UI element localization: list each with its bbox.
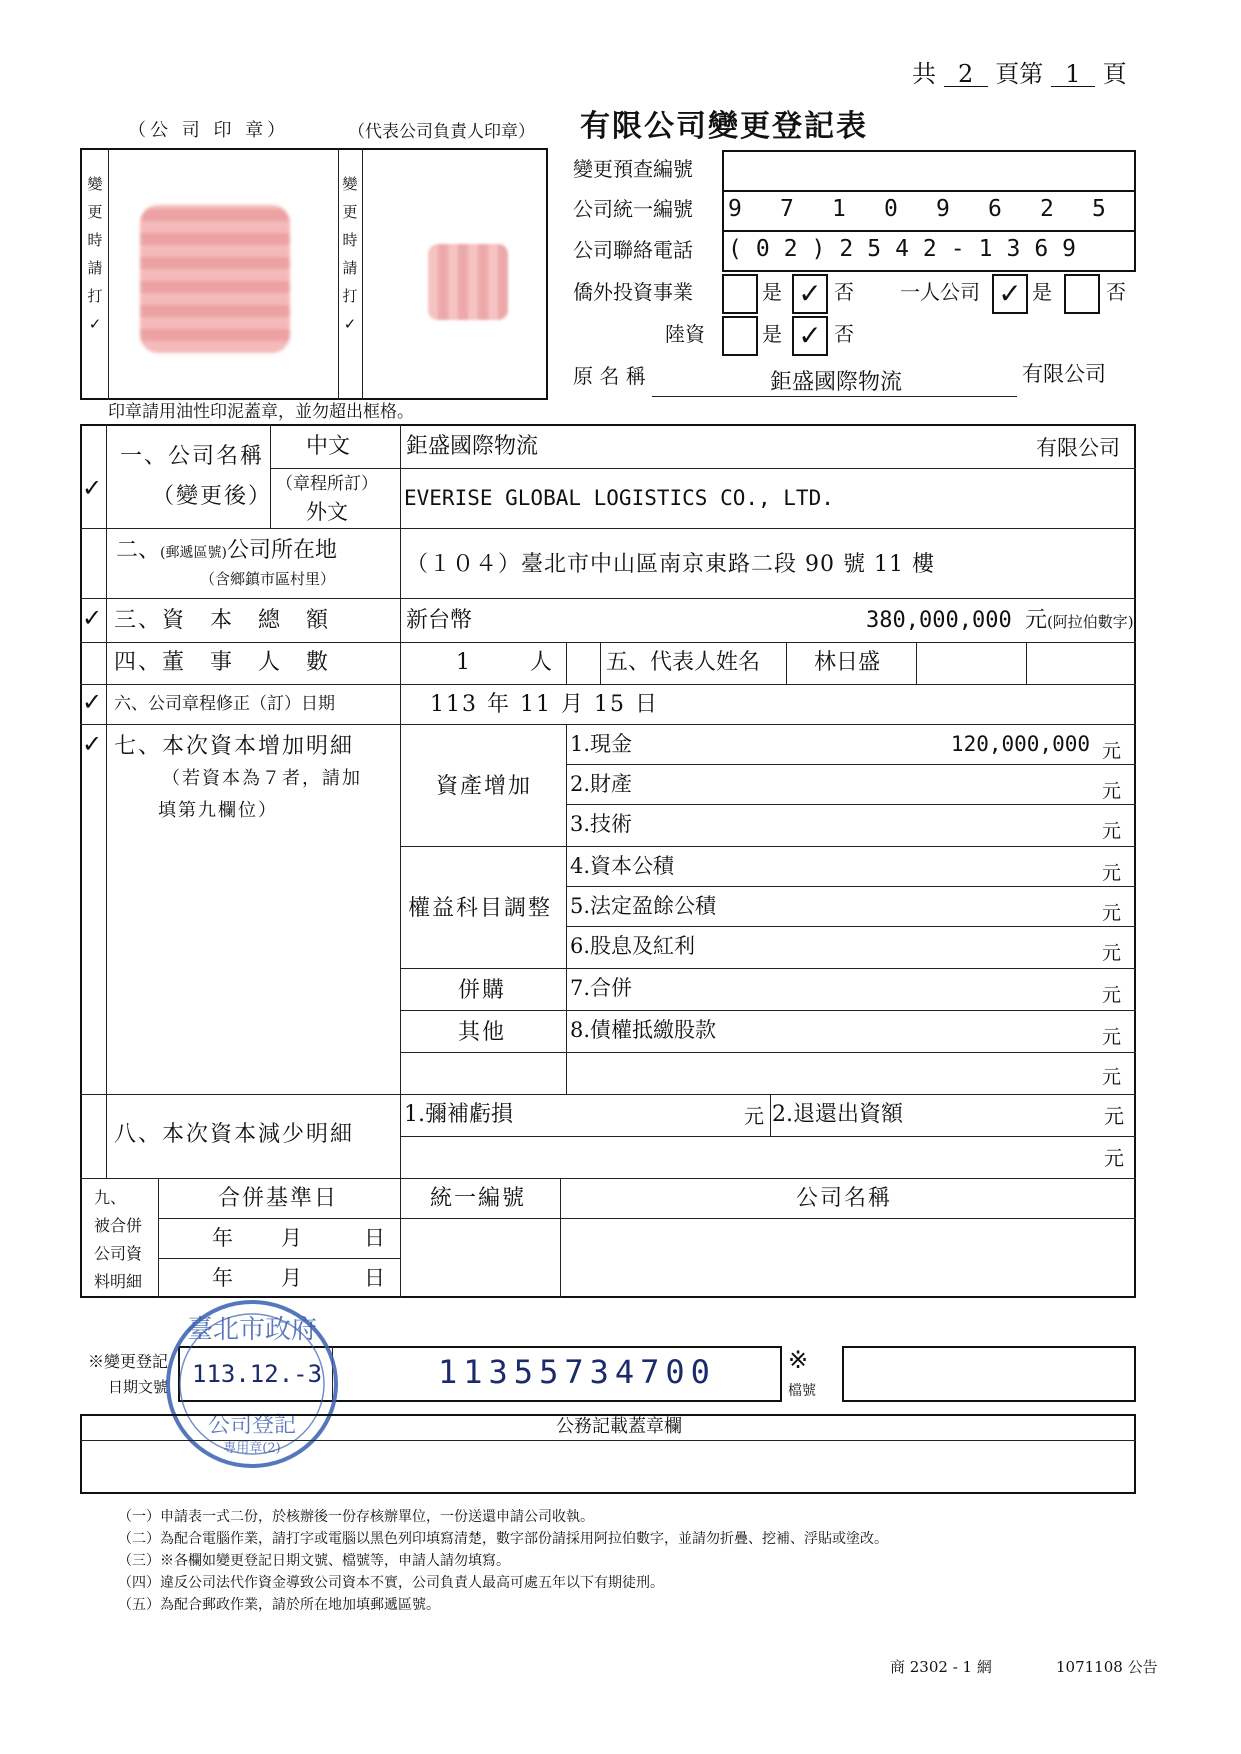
reg-number: 11355734700 (438, 1353, 716, 1391)
rep-label: 五、代表人姓名 (606, 650, 761, 675)
row8-bottom (80, 1178, 1136, 1179)
page-mid: 頁第 (995, 60, 1044, 88)
inc-item-unit: 元 (1102, 820, 1122, 842)
merge-col-1 (158, 1178, 159, 1298)
dir-unit: 人 (530, 650, 553, 675)
dir-count[interactable]: 1 (456, 650, 470, 675)
inc-item-label: 1.現金 (570, 732, 633, 756)
file-box[interactable] (842, 1346, 1136, 1402)
file-mark: ※ (788, 1346, 809, 1374)
note-item: （一）申請表一式二份，於核辦後一份存核辦單位，一份送還申請公司收執。 (118, 1509, 594, 1525)
original-name-underline (652, 396, 1017, 397)
mainland-yes-checkbox[interactable] (722, 316, 758, 356)
amend-label: 六、公司章程修正（訂）日期 (114, 694, 335, 714)
inc-item-unit: 元 (1102, 780, 1122, 802)
inc-item-label: 8.債權抵繳股款 (570, 1018, 717, 1042)
inc-line-3 (400, 846, 1136, 847)
rep-name[interactable]: 林日盛 (814, 650, 881, 675)
inc-line-2 (566, 804, 1136, 805)
one-person-label: 一人公司 (900, 280, 980, 304)
seal-change-note-2: 變 更 時 請 打 ✓ (342, 175, 358, 333)
dec-item-2: 2.退還出資額 (772, 1102, 903, 1127)
note-item: （二）為配合電腦作業，請打字或電腦以黑色列印填寫清楚，數字部份請採用阿拉伯數字，並請勿折疊、挖補、浮貼或塗改。 (118, 1531, 888, 1547)
company-seal-label: （公 司 印 章） (128, 120, 290, 141)
merge-line-1 (158, 1218, 1136, 1219)
name-zh-value[interactable]: 鉅盛國際物流 (406, 434, 539, 459)
inc-item-label: 4.資本公積 (570, 854, 675, 878)
dec-item-1: 1.彌補虧損 (404, 1102, 513, 1127)
mainland-no-label: 否 (834, 322, 854, 346)
merge-col-2 (400, 1178, 401, 1298)
cap-currency: 新台幣 (406, 608, 473, 633)
dir-line-2 (600, 642, 601, 684)
merge-line-2 (158, 1258, 400, 1259)
seal-divider-2 (338, 148, 339, 400)
one-person-yes-label: 是 (1032, 280, 1052, 304)
form-date: 1071108 公告 (1056, 1658, 1158, 1676)
inc-item-amount[interactable]: 120,000,000 (950, 732, 1090, 756)
inc-item-unit: 元 (1102, 902, 1122, 924)
amend-check: ✓ (82, 688, 103, 716)
inc-note-1: （若資本為７者，請加 (162, 768, 362, 789)
original-name-suffix: 有限公司 (1022, 362, 1106, 386)
inc-item-label: 3.技術 (570, 812, 633, 836)
form-title: 有限公司變更登記表 (580, 109, 868, 144)
name-row-mid-line (270, 468, 1136, 469)
merge-date-2[interactable]: 年 月 日 (212, 1266, 385, 1290)
dir-line-5 (1026, 642, 1027, 684)
one-person-yes-checkbox[interactable]: ✓ (992, 274, 1028, 314)
name-en-value[interactable]: EVERISE GLOBAL LOGISTICS CO., LTD. (404, 486, 834, 510)
inc-group-merger: 併購 (458, 978, 507, 1003)
name-sub-label: （變更後） (152, 484, 273, 509)
dec-item-2-unit: 元 (1104, 1104, 1124, 1128)
row4-bottom (80, 684, 1136, 685)
inc-item-unit: 元 (1102, 1066, 1122, 1088)
phone-label: 公司聯絡電話 (573, 238, 693, 262)
name-zh-suffix: 有限公司 (1036, 436, 1120, 460)
dec-line (400, 1136, 1136, 1137)
dec-label: 八、本次資本減少明細 (114, 1122, 355, 1147)
inc-line-6 (400, 968, 1136, 969)
inc-item-label: 5.法定盈餘公積 (570, 894, 717, 918)
inc-note-2: 填第九欄位） (158, 800, 278, 821)
merge-date-1[interactable]: 年 月 日 (212, 1226, 385, 1250)
inc-group-asset: 資產增加 (436, 774, 533, 799)
row2-bottom (80, 598, 1136, 599)
uid-digits: 9 7 1 0 9 6 2 5 (728, 196, 1106, 222)
page-suffix: 頁 (1102, 60, 1127, 88)
addr-label: 二、(郵遞區號)公司所在地 (116, 538, 337, 563)
fo-label-1: （章程所訂） (276, 474, 378, 494)
inc-line-5 (566, 926, 1136, 927)
original-name-label: 原 名 稱 (573, 364, 646, 388)
mainland-no-checkbox[interactable]: ✓ (792, 316, 828, 356)
overseas-yes-label: 是 (762, 280, 782, 304)
page-total: 2 (944, 62, 988, 87)
addr-note: （含鄉鎮市區村里） (200, 570, 336, 588)
seal-divider-3 (362, 148, 363, 400)
inc-line-7 (400, 1010, 1136, 1011)
stamp-bottom-text: 公司登記 (207, 1413, 297, 1438)
row3-bottom (80, 642, 1136, 643)
row7-bottom (80, 1094, 1136, 1095)
seal-change-note-1: 變 更 時 請 打 ✓ (87, 175, 103, 333)
dir-line-4 (916, 642, 917, 684)
inc-item-label: 7.合併 (570, 976, 633, 1000)
one-person-no-label: 否 (1106, 280, 1126, 304)
page-indicator (912, 62, 1127, 87)
cap-check: ✓ (82, 604, 103, 632)
inc-item-label: 2.財產 (570, 772, 633, 796)
reg-date: 113.12.-3 (192, 1360, 323, 1388)
fo-label-2: 外文 (306, 500, 348, 524)
form-code: 商 2302 - 1 網 (890, 1658, 992, 1676)
zh-label: 中文 (306, 434, 351, 459)
dec-extra-unit: 元 (1104, 1146, 1124, 1170)
inc-item-unit: 元 (1102, 740, 1122, 762)
note-item: （五）為配合郵政作業，請於所在地加填郵遞區號。 (118, 1597, 440, 1613)
inc-item-unit: 元 (1102, 1026, 1122, 1048)
overseas-label: 僑外投資事業 (573, 280, 693, 304)
page-current: 1 (1051, 62, 1095, 87)
note-item: （三）※各欄如變更登記日期文號、檔號等，申請人請勿填寫。 (118, 1553, 510, 1569)
cap-value[interactable]: 380,000,000 元(阿拉伯數字) (866, 608, 1134, 633)
uid-label: 公司統一編號 (573, 197, 693, 221)
name-label: 一、公司名稱 (120, 444, 265, 469)
file-label: 檔號 (788, 1383, 816, 1399)
mainland-label: 陸資 (665, 322, 705, 346)
inc-item-unit: 元 (1102, 984, 1122, 1006)
stamp-sub-text: 專用章(2) (223, 1441, 281, 1456)
dec-mid-line (770, 1094, 771, 1136)
mainland-yes-label: 是 (762, 322, 782, 346)
official-record-label: 公務記載蓋章欄 (556, 1416, 682, 1437)
row6-bottom (80, 724, 1136, 725)
inc-item-label: 6.股息及紅利 (570, 934, 696, 958)
overseas-yes-checkbox[interactable] (722, 274, 758, 314)
rep-seal-label: （代表公司負責人印章） (348, 122, 535, 142)
inc-item-col (566, 724, 567, 1094)
inc-item-unit: 元 (1102, 942, 1122, 964)
overseas-no-checkbox[interactable]: ✓ (792, 274, 828, 314)
precheck-field[interactable] (722, 150, 1136, 192)
row1-bottom (80, 528, 1136, 529)
reg-label-2: 日期文號 (108, 1378, 169, 1396)
addr-value[interactable]: （１０４）臺北市中山區南京東路二段 90 號 11 樓 (406, 552, 935, 577)
notes-list (118, 1506, 888, 1616)
merge-uid-label: 統一編號 (430, 1186, 527, 1211)
name-sub-line (270, 424, 271, 528)
official-record-line (80, 1440, 1136, 1441)
company-seal-image (140, 205, 290, 353)
note-item: （四）違反公司法代作資金導致公司資本不實，公司負責人最高可處五年以下有期徒刑。 (118, 1575, 664, 1591)
amend-value[interactable]: 113 年 11 月 15 日 (430, 692, 659, 717)
merge-date-label: 合併基準日 (218, 1186, 339, 1211)
reg-label-1: ※變更登記 (88, 1352, 169, 1371)
phone-value: (02)2542-1369 (728, 236, 1091, 262)
inc-item-unit: 元 (1102, 862, 1122, 884)
dec-item-1-unit: 元 (744, 1104, 764, 1128)
seal-divider-1 (108, 148, 109, 400)
merge-name-label: 公司名稱 (796, 1186, 893, 1211)
original-name-value[interactable]: 鉅盛國際物流 (770, 370, 903, 395)
merge-label: 九、 被合併 公司資 料明細 (94, 1188, 143, 1291)
seal-footnote: 印章請用油性印泥蓋章，並勿超出框格。 (108, 402, 414, 422)
one-person-no-checkbox[interactable] (1064, 274, 1100, 314)
inc-label: 七、本次資本增加明細 (114, 734, 355, 759)
inc-line-1 (566, 764, 1136, 765)
stamp-top-text: 臺北市政府 (186, 1315, 318, 1345)
label-column-line (400, 424, 401, 1178)
name-check: ✓ (82, 474, 103, 502)
overseas-no-label: 否 (834, 280, 854, 304)
merge-col-3 (560, 1178, 561, 1298)
inc-check: ✓ (82, 730, 103, 758)
check-column-line (106, 424, 107, 1178)
inc-group-equity: 權益科目調整 (408, 896, 553, 921)
inc-group-other: 其他 (458, 1020, 507, 1045)
page-prefix: 共 (912, 60, 936, 88)
dir-line-1 (566, 642, 567, 684)
precheck-label: 變更預查編號 (573, 157, 693, 181)
dir-label: 四、董 事 人 數 (114, 650, 331, 675)
inc-line-8 (400, 1052, 1136, 1053)
cap-label: 三、資 本 總 額 (114, 608, 331, 633)
dir-line-3 (786, 642, 787, 684)
rep-seal-image (428, 244, 508, 320)
inc-line-4 (566, 886, 1136, 887)
